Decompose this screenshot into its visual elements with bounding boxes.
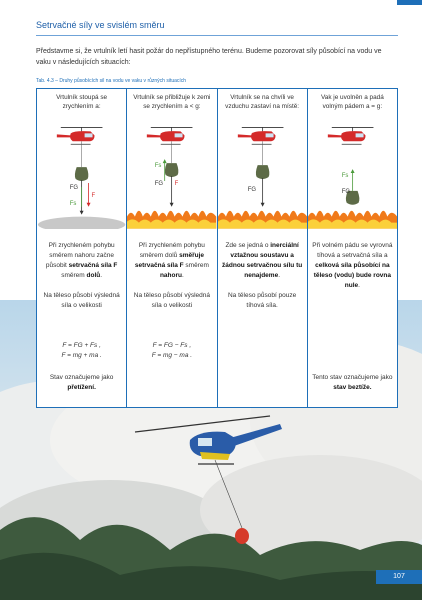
label-fs: Fs bbox=[155, 163, 162, 170]
column-heading: Vrtulník se přibližuje k zemi se zrychlením a < g: bbox=[133, 94, 211, 110]
header-accent-bar bbox=[397, 0, 422, 5]
column-description: Zde se jedná o inerciální vztažnou soustavu a žádnou setrvačnou sílu tu nenajdeme. Na těleso působí pouze tíhová síla. bbox=[222, 242, 303, 309]
forces-table bbox=[36, 88, 398, 408]
fire-icon bbox=[308, 211, 397, 229]
scene-hovering bbox=[218, 125, 307, 229]
helicopter-icon bbox=[237, 127, 283, 165]
column-description: Při zrychleném pohybu směrem dolů směřuje setrvačná síla F směrem nahoru. Na těleso působí výsledná síla o velikosti bbox=[133, 242, 210, 309]
helicopter-icon bbox=[57, 127, 103, 167]
label-fg: FG bbox=[155, 180, 164, 187]
scene-free-fall bbox=[308, 125, 397, 229]
helicopter-icon bbox=[147, 127, 193, 163]
water-bag-icon bbox=[75, 167, 88, 181]
page-number: 107 bbox=[376, 570, 422, 584]
column-description: Při zrychleném pohybu směrem nahoru začne působit setrvačná síla F směrem dolů. Na těleso působí výsledná síla o velikosti bbox=[43, 242, 120, 309]
helicopter-icon bbox=[328, 127, 374, 144]
scene-descending bbox=[127, 125, 216, 229]
section-title: Setrvačné síly ve svislém směru bbox=[36, 20, 165, 30]
column-heading: Vrtulník se na chvíli ve vzduchu zastaví na místě: bbox=[225, 94, 300, 110]
fire-icon bbox=[218, 211, 307, 229]
label-f: F bbox=[91, 192, 96, 199]
column-heading: Vak je uvolněn a padá volným pádem a = g: bbox=[320, 94, 384, 110]
formula: F = FG − Fs , F = mg − ma . bbox=[151, 342, 193, 359]
ground-shadow bbox=[38, 217, 125, 229]
formula: F = FG + Fs , F = mg + ma . bbox=[61, 342, 102, 359]
section-divider bbox=[36, 35, 398, 36]
intro-paragraph: Představme si, že vrtulník letí hasit požár do nepřístupného terénu. Budeme pozorovat síly působící na vodu ve vaku v následujících situacích: bbox=[36, 48, 382, 66]
label-fg: FG bbox=[69, 184, 78, 191]
scene-ascending bbox=[37, 125, 126, 229]
label-f: F bbox=[174, 180, 179, 187]
label-fg: FG bbox=[341, 188, 350, 195]
water-bag-icon bbox=[255, 165, 268, 179]
column-descending bbox=[127, 89, 217, 407]
column-heading: Vrtulník stoupá se zrychlením a: bbox=[56, 94, 108, 110]
water-bag-icon bbox=[165, 163, 178, 177]
state-description: Stav označujeme jako přetížení. bbox=[49, 374, 114, 391]
table-caption: Tab. 4.3 – Druhy působících sil na vodu ve vaku v různých situacích bbox=[36, 78, 187, 84]
state-description: Tento stav označujeme jako stav beztíže. bbox=[312, 374, 393, 391]
label-fs: Fs bbox=[341, 173, 349, 179]
column-ascending bbox=[37, 89, 127, 407]
column-hovering bbox=[218, 89, 308, 407]
fire-icon bbox=[127, 211, 216, 229]
label-fs: Fs bbox=[69, 200, 77, 207]
label-fg: FG bbox=[247, 186, 256, 193]
column-free-fall bbox=[308, 89, 397, 407]
column-description: Při volném pádu se vyrovná tíhová a setrvačná síla a celková síla působící na těleso (vodu) bude rovna nule. bbox=[312, 242, 393, 289]
